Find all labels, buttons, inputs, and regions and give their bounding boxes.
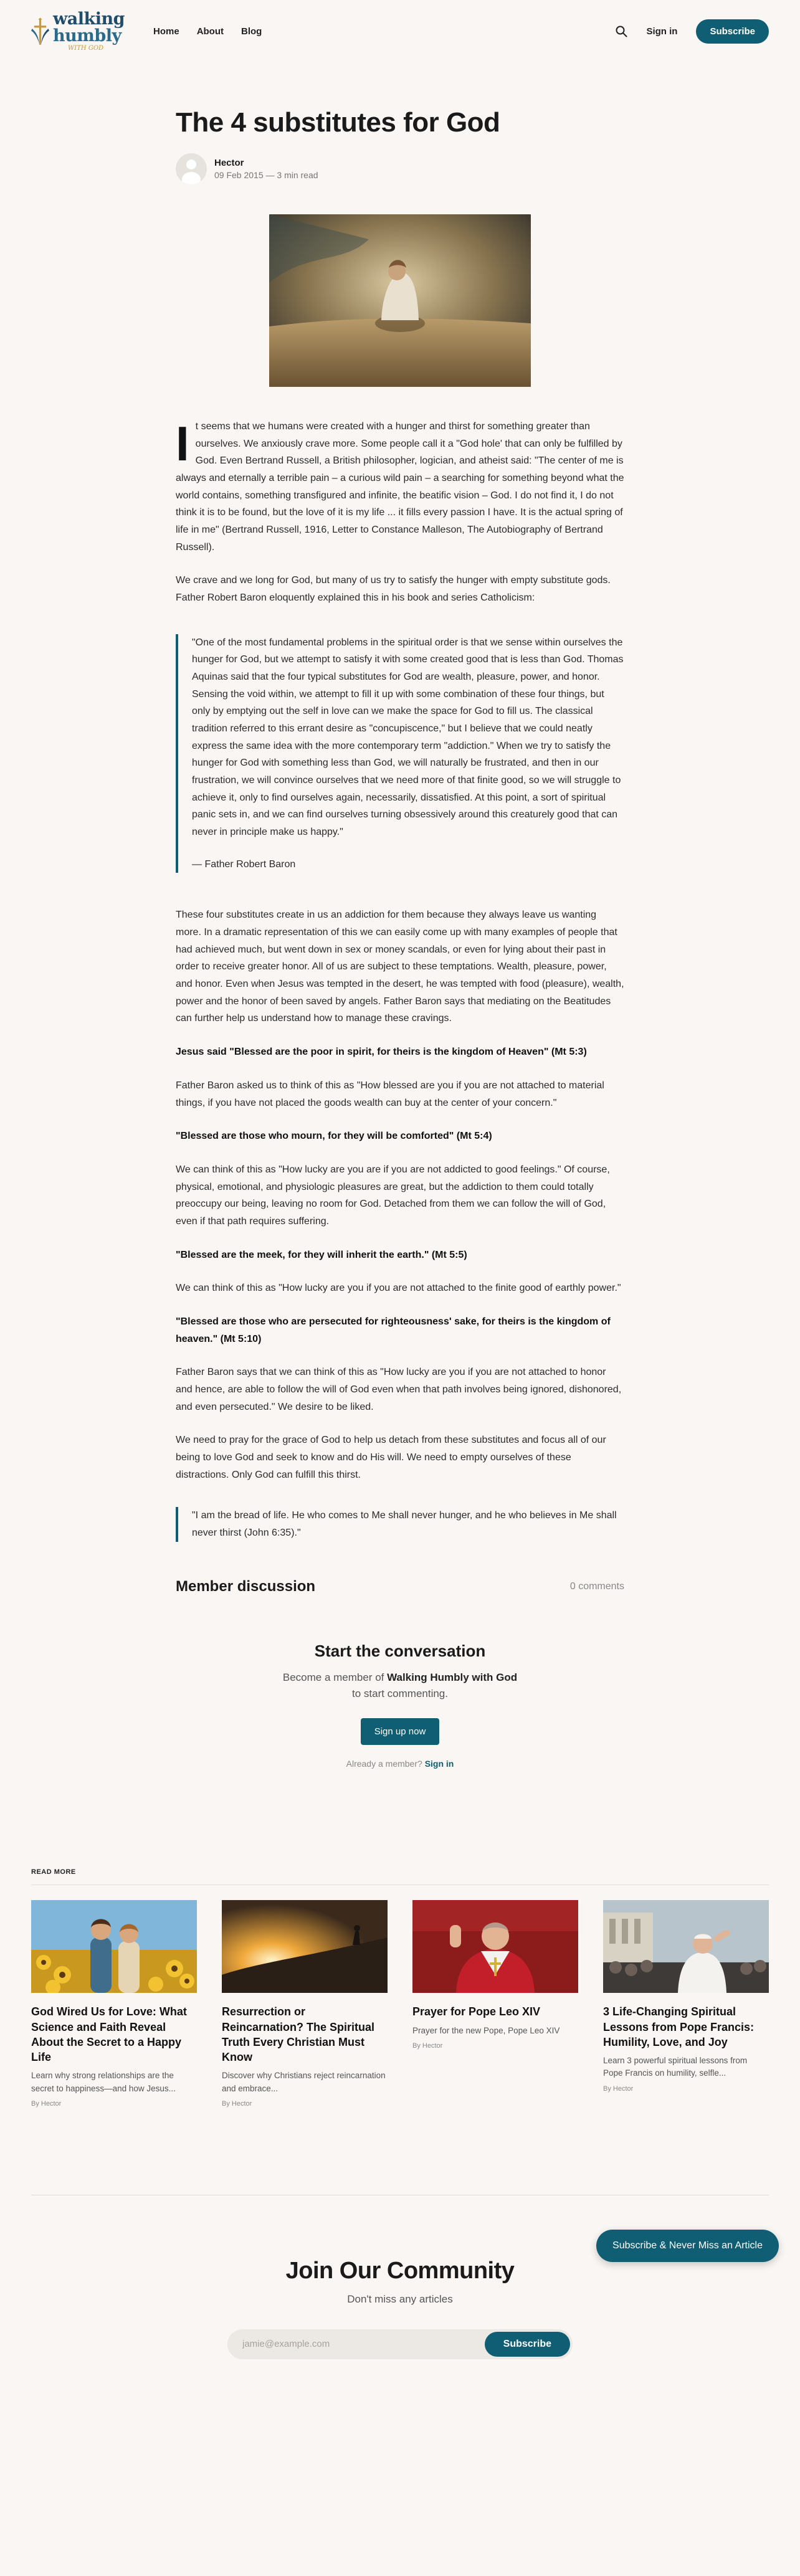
beatitude-heading: "Blessed are the meek, for they will inherit the earth." (Mt 5:5) xyxy=(176,1249,467,1260)
paragraph: It seems that we humans were created with a hunger and thirst for something greater than ourselves. We anxiously crave more. Some people call it a "God hole' that can only be fulfilled by God. Even Bertrand Russell, a British philosopher, logician, and atheist said: "The center of me is always and eternally a terrible pain – a curious wild pain – a searching for something beyond what the world contains, something transfigured and infinite, the beatific vision – God. I do not find it, I do not think it is to be found, but the love of it is my life ... it fills every passion I have. It is the actual spring of life in me" (Bertrand Russell, 1916, Letter to Constance Malleson, The Autobiography of Bertrand Russell). xyxy=(176,416,624,553)
conversation-title: Start the conversation xyxy=(314,1641,486,1660)
post-card-excerpt: Prayer for the new Pope, Pope Leo XIV xyxy=(412,2025,560,2035)
quote-text: "One of the most fundamental problems in the spiritual order is that we sense within ourselves the hunger for God, but we attempt to satisfy it with some created good that is less than God. Thomas Aquinas said that the four typical substitutes for God are wealth, pleasure, power, and honor. Sensing the void within, we attempt to fill it up with some combination of these four things, but only by emptying out the self in love can we make the space for God to fill us. The classical tradition referred to this errant desire as "concupiscence," but I believe that we could neatly express the same idea with the more contemporary term "addiction." When we try to satisfy the hunger for God with something less than God, we will naturally be frustrated, and then in our frustration, we will convince ourselves that we need more of that finite good, so we will struggle to achieve it, only to find ourselves again, necessarily, dissatisfied. At this point, a sort of spiritual panic sets in, and we can find ourselves turning obsessively around this creaturely good that can never in principle make us happy." xyxy=(192,637,624,838)
post-card-title[interactable]: God Wired Us for Love: What Science and Faith Reveal About the Secret to a Happy Life xyxy=(31,2005,187,2064)
post-card-excerpt: Discover why Christians reject reincarnation and embrace... xyxy=(222,2071,386,2093)
email-input[interactable] xyxy=(242,2339,485,2349)
read-more xyxy=(0,1868,800,2108)
nav-about[interactable]: About xyxy=(196,26,224,37)
logo-tagline: WITH GOD xyxy=(68,45,104,52)
cta-title: Join Our Community xyxy=(285,2257,515,2284)
drop-cap: I xyxy=(176,416,189,471)
paragraph: These four substitutes create in us an addiction for them because they always leave us wanting more. In a dramatic representation of this we can easily come up with many examples of people that had achieved much, but went down in sex or money scandals, or even for lying about their past in order to receive greater honor. All of us are subject to these temptations. Wealth, pleasure, power, and honor. Even when Jesus was tempted in the desert, he was tempted with food (pleasure), wealth, power and the honor of been saved by angels. Father Baron says that mediating on the Beatitudes can further help us understand how to manage these cravings. xyxy=(176,910,624,1024)
signup-button[interactable]: Sign up now xyxy=(361,1718,440,1745)
paragraph: We can think of this as "How lucky are you are if you are not addicted to good feelings." Of course, physical, emotional, and physiologic pleasures are great, but the addiction to them could totally preoccupy our being, leaving no room for God. Detached from them we can follow the will of God, even if that path requires suffering. xyxy=(176,1164,610,1227)
paragraph: Father Baron says that we can think of this as "How lucky are you if you are not attached to honor and hence, are able to follow the will of God even when that path involves being ignored, dishonored, and even persecuted." We desire to be liked. xyxy=(176,1367,622,1412)
paragraph: We can think of this as "How lucky are you if you are not attached to the finite good of earthly power." xyxy=(176,1283,621,1294)
logo-word-1: walking xyxy=(53,9,125,29)
blockquote xyxy=(176,1507,624,1541)
newsletter-cta xyxy=(31,2195,769,2359)
post-card-excerpt: Learn 3 powerful spiritual lessons from Pope Francis on humility, selfle... xyxy=(603,2056,748,2078)
paragraph: We need to pray for the grace of God to help us detach from these substitutes and focus all of our being to love God and seek to know and do His will. We need to empty ourselves of these distractions. Only God can fulfill this thirst. xyxy=(176,1435,606,1480)
site-header xyxy=(0,0,800,62)
comment-cta xyxy=(176,1642,624,1769)
subscribe-button[interactable]: Subscribe xyxy=(696,19,769,44)
discussion-title: Member discussion xyxy=(176,1577,316,1595)
article-title: The 4 substitutes for God xyxy=(176,107,500,138)
signin-link[interactable]: Sign in xyxy=(646,26,678,37)
signin-link-comments[interactable]: Sign in xyxy=(424,1759,454,1769)
already-member: Already a member? Sign in xyxy=(346,1759,454,1769)
newsletter-subscribe-button[interactable]: Subscribe xyxy=(485,2332,570,2357)
article xyxy=(176,107,624,1769)
article-content xyxy=(176,418,624,1542)
cta-subtitle: Don't miss any articles xyxy=(347,2293,453,2305)
post-card-author: By Hector xyxy=(412,2041,443,2050)
quote-text: "I am the bread of life. He who comes to Me shall never hunger, and he who believes in Me shall never thirst (John 6:35)." xyxy=(192,1510,617,1538)
post-card[interactable] xyxy=(31,1900,197,2108)
post-card-image[interactable] xyxy=(603,1900,769,1993)
read-more-heading: READ MORE xyxy=(31,1868,769,1885)
post-meta: 09 Feb 2015 — 3 min read xyxy=(214,170,318,180)
post-card-author: By Hector xyxy=(31,2099,62,2108)
paragraph: We crave and we long for God, but many of us try to satisfy the hunger with empty substitute gods. Father Robert Baron eloquently explained this in his book and series Catholicism: xyxy=(176,575,611,604)
beatitude-heading: Jesus said "Blessed are the poor in spirit, for theirs is the kingdom of Heaven" (Mt 5:3) xyxy=(176,1047,587,1058)
post-card[interactable] xyxy=(412,1900,578,2108)
search-icon[interactable] xyxy=(615,25,627,37)
newsletter-form xyxy=(227,2329,573,2359)
author-name[interactable]: Hector xyxy=(214,158,244,168)
post-card-image[interactable] xyxy=(222,1900,388,1993)
logo-word-2: humbly xyxy=(53,26,121,45)
cross-logo-icon xyxy=(31,13,49,49)
post-card-author: By Hector xyxy=(222,2099,252,2108)
discussion-bar xyxy=(176,1578,624,1595)
quote-attribution: — Father Robert Baron xyxy=(192,858,296,870)
nav-home[interactable]: Home xyxy=(153,26,179,37)
beatitude-heading: "Blessed are those who are persecuted for righteousness' sake, for theirs is the kingdom of heaven." (Mt 5:10) xyxy=(176,1316,611,1344)
comment-count: 0 comments xyxy=(569,1580,624,1592)
main-nav xyxy=(153,26,262,37)
beatitude-heading: "Blessed are those who mourn, for they will be comforted" (Mt 5:4) xyxy=(176,1131,492,1142)
post-card-title[interactable]: Prayer for Pope Leo XIV xyxy=(412,2005,541,2018)
conversation-text: Become a member of Walking Humbly with God to start commenting. xyxy=(282,1671,518,1699)
blockquote xyxy=(176,634,624,873)
nav-blog[interactable]: Blog xyxy=(241,26,262,37)
post-card-author: By Hector xyxy=(603,2084,634,2093)
post-card-title[interactable]: Resurrection or Reincarnation? The Spiritual Truth Every Christian Must Know xyxy=(222,2005,375,2064)
post-card[interactable] xyxy=(603,1900,769,2108)
post-card-excerpt: Learn why strong relationships are the secret to happiness—and how Jesus... xyxy=(31,2071,176,2093)
post-card-image[interactable] xyxy=(31,1900,197,1993)
floating-subscribe-button[interactable]: Subscribe & Never Miss an Article xyxy=(596,2230,779,2262)
byline xyxy=(176,153,624,184)
paragraph: Father Baron asked us to think of this as "How blessed are you if you are not attached to material things, if you have not placed the goods wealth can buy at the center of your concern." xyxy=(176,1080,604,1108)
post-card[interactable] xyxy=(222,1900,388,2108)
site-logo[interactable] xyxy=(31,11,125,52)
post-card-image[interactable] xyxy=(412,1900,578,1993)
author-avatar[interactable] xyxy=(176,153,207,184)
post-card-title[interactable]: 3 Life-Changing Spiritual Lessons from Pope Francis: Humility, Love, and Joy xyxy=(603,2005,755,2048)
feature-image xyxy=(269,214,531,387)
